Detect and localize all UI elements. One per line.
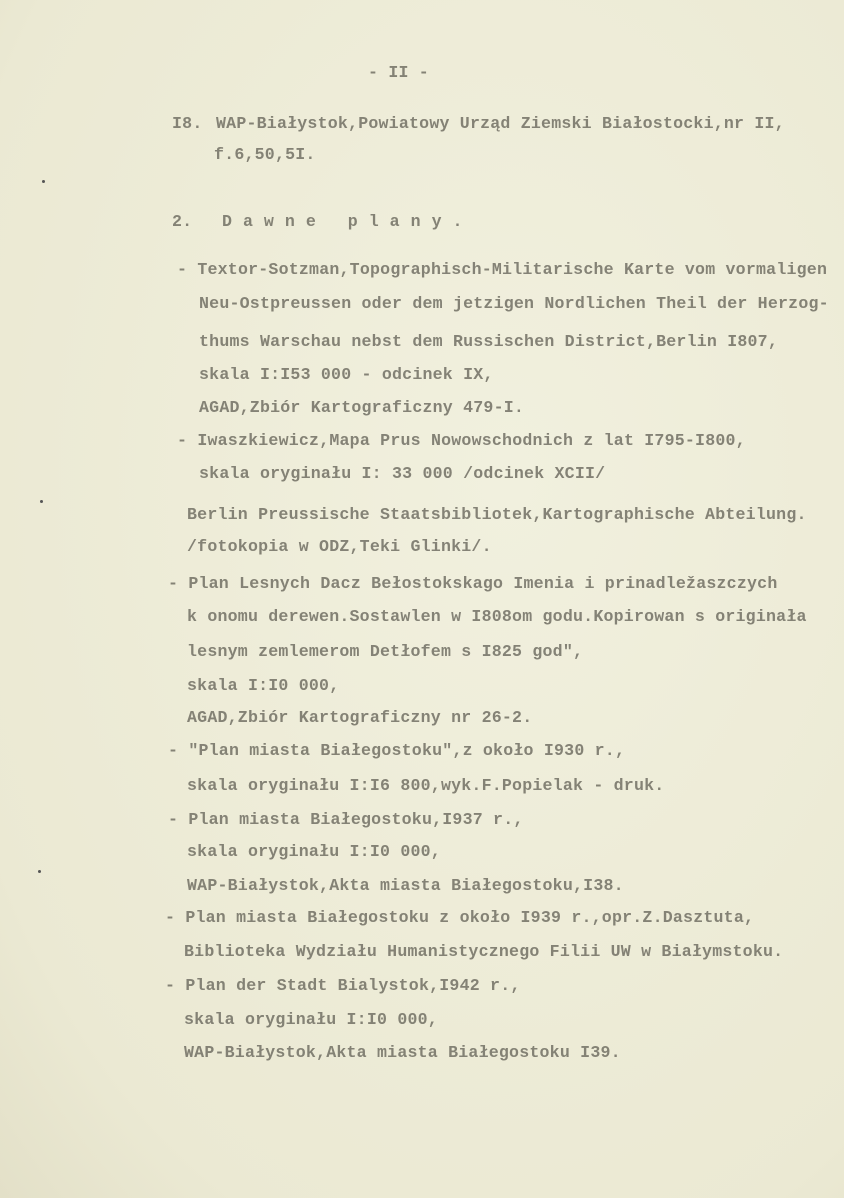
entry-line: - Plan miasta Białegostoku z około I939 r.,opr.Z.Dasztuta,	[165, 908, 755, 927]
section-number: 2.	[172, 212, 193, 231]
page-number: - II -	[368, 63, 429, 82]
entry-line: WAP-Białystok,Akta miasta Białegostoku,I38.	[187, 876, 624, 895]
entry-line: lesnym zemlemerom Detłofem s I825 god",	[187, 642, 584, 661]
entry-line: skala oryginału I:I6 800,wyk.F.Popielak - druk.	[187, 776, 665, 795]
entry-line: Neu-Ostpreussen oder dem jetzigen Nordlichen Theil der Herzog-	[199, 294, 829, 313]
item-text: f.6,50,5I.	[214, 145, 316, 164]
entry-line: - Plan Lesnych Dacz Bełostokskago Imenia i prinadležaszczych	[168, 574, 778, 593]
entry-line: skala I:I53 000 - odcinek IX,	[199, 365, 494, 384]
entry-line: thums Warschau nebst dem Russischen District,Berlin I807,	[199, 332, 778, 351]
scan-speck	[42, 180, 45, 183]
section-title: Dawne plany.	[222, 212, 474, 231]
entry-line: AGAD,Zbiór Kartograficzny 479-I.	[199, 398, 525, 417]
entry-line: - Iwaszkiewicz,Mapa Prus Nowowschodnich z lat I795-I800,	[177, 431, 746, 450]
item-text: WAP-Białystok,Powiatowy Urząd Ziemski Białostocki,nr II,	[216, 114, 785, 133]
entry-line: - Plan der Stadt Bialystok,I942 r.,	[165, 976, 521, 995]
entry-line: WAP-Białystok,Akta miasta Białegostoku I39.	[184, 1043, 621, 1062]
entry-line: k onomu derewen.Sostawlen w I808om godu.Kopirowan s originała	[187, 607, 807, 626]
item-number: I8.	[172, 114, 203, 133]
entry-line: Berlin Preussische Staatsbibliotek,Kartographische Abteilung.	[187, 505, 807, 524]
entry-line: skala oryginału I:I0 000,	[187, 842, 441, 861]
entry-line: - Textor-Sotzman,Topographisch-Militarische Karte vom vormaligen	[177, 260, 828, 279]
scan-speck	[38, 870, 41, 873]
entry-line: - Plan miasta Białegostoku,I937 r.,	[168, 810, 524, 829]
scan-speck	[40, 500, 43, 503]
entry-line: AGAD,Zbiór Kartograficzny nr 26-2.	[187, 708, 533, 727]
entry-line: skala oryginału I:I0 000,	[184, 1010, 438, 1029]
entry-line: skala oryginału I: 33 000 /odcinek XCII/	[199, 464, 606, 483]
entry-line: /fotokopia w ODZ,Teki Glinki/.	[187, 537, 492, 556]
entry-line: Biblioteka Wydziału Humanistycznego Filii UW w Białymstoku.	[184, 942, 784, 961]
entry-line: skala I:I0 000,	[187, 676, 340, 695]
entry-line: - "Plan miasta Białegostoku",z około I930 r.,	[168, 741, 626, 760]
